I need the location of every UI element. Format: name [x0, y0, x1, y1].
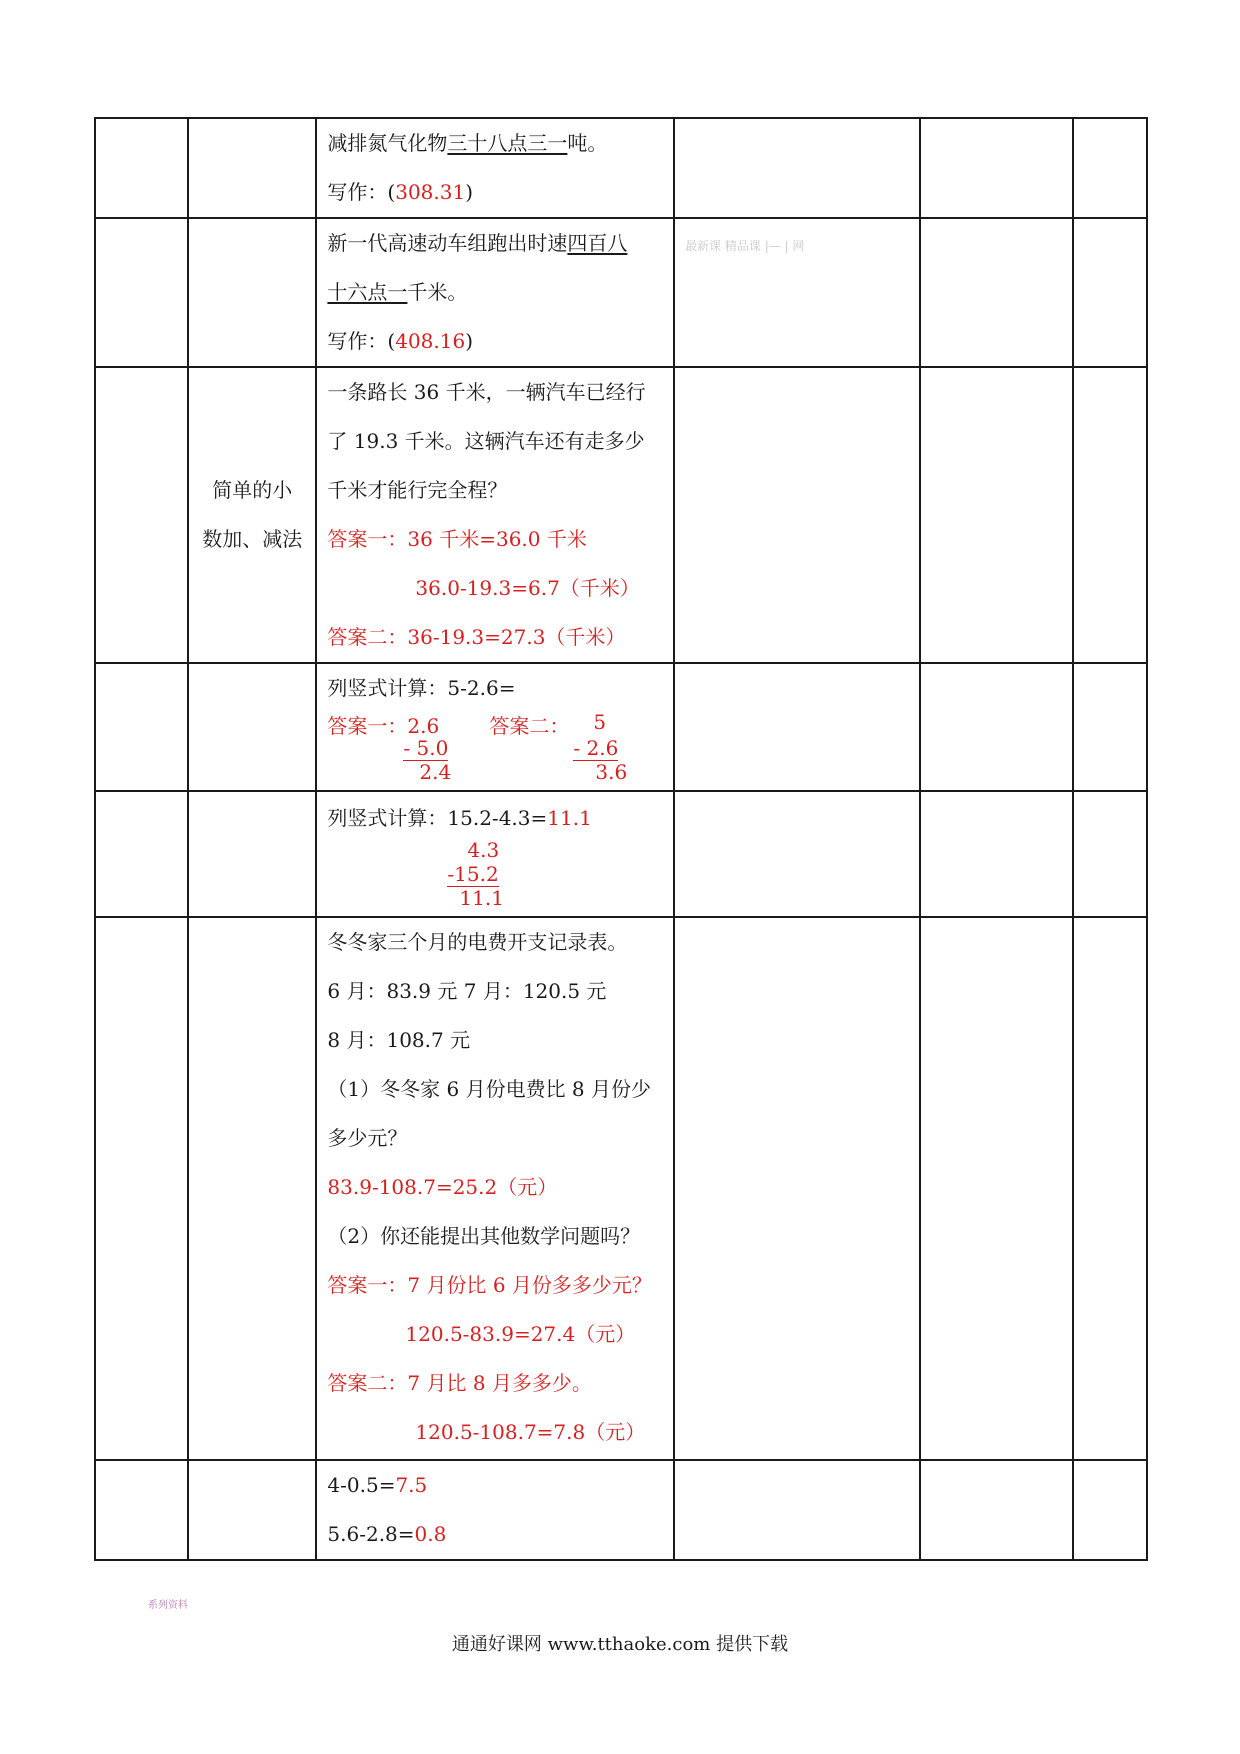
table-row: [95, 1460, 1147, 1560]
series-label: 系列资料: [148, 1600, 188, 1611]
text-line: 减排氮气化物三十八点三一吨。: [327, 131, 608, 155]
answer-line: 83.9-108.7=25.2（元）: [327, 1175, 558, 1199]
vertical-line: -15.2: [447, 862, 499, 886]
text-line: 写作：(408.16): [327, 329, 474, 353]
text-line: 了 19.3 千米。这辆汽车还有走多少: [327, 429, 645, 453]
vertical-result: 11.1: [459, 886, 504, 910]
lesson-table: [94, 117, 1148, 1561]
table-row: [95, 791, 1147, 917]
text-line: 一条路长 36 千米，一辆汽车已经行: [327, 380, 646, 404]
watermark-text: 最新课 精品课 |— | 网: [685, 239, 805, 253]
table-row: [95, 218, 1147, 367]
answer-line: 120.5-83.9=27.4（元）: [405, 1322, 636, 1346]
content-cell: [316, 917, 674, 1460]
table-row: [95, 118, 1147, 218]
answer-label: 答案二：: [489, 714, 570, 738]
text-line: 冬冬家三个月的电费开支记录表。: [327, 930, 628, 954]
category-label: 数加、减法: [202, 527, 303, 551]
answer-label: 答案一：2.6: [327, 714, 440, 738]
text-line: （1）冬冬家 6 月份电费比 8 月份少: [327, 1077, 652, 1101]
problem-title: 列竖式计算：15.2-4.3=11.1: [327, 806, 592, 830]
problem-title: 列竖式计算：5-2.6=: [327, 676, 516, 700]
vertical-line: - 2.6: [573, 736, 619, 760]
content-cell: [316, 1460, 674, 1560]
text-line: （2）你还能提出其他数学问题吗？: [327, 1224, 641, 1248]
answer-line: 答案一：36 千米=36.0 千米: [327, 527, 587, 551]
text-line: 千米才能行完全程？: [327, 478, 508, 502]
text-line: 5.6-2.8=0.8: [327, 1522, 447, 1546]
content-cell: [316, 791, 674, 917]
table-row: [95, 663, 1147, 791]
category-cell: [188, 367, 316, 663]
answer-line: 答案二：7 月比 8 月多多少。: [327, 1371, 592, 1395]
table-row: [95, 367, 1147, 663]
vertical-result: 2.4: [419, 760, 452, 784]
text-line: 写作：(308.31): [327, 180, 474, 204]
vertical-top: 4.3: [467, 838, 500, 862]
page-footer: 通通好课网 www.tthaoke.com 提供下载: [451, 1634, 789, 1655]
text-line: 6 月：83.9 元 7 月：120.5 元: [327, 979, 607, 1003]
answer-line: 答案一：7 月份比 6 月份多多少元？: [327, 1273, 652, 1297]
answer-line: 36.0-19.3=6.7（千米）: [415, 576, 640, 600]
vertical-line: - 5.0: [403, 736, 449, 760]
category-label: 简单的小: [212, 478, 293, 502]
vertical-top: 5: [593, 710, 607, 734]
text-line: 4-0.5=7.5: [327, 1473, 428, 1497]
text-line: 新一代高速动车组跑出时速四百八: [327, 231, 628, 255]
content-cell: [316, 663, 674, 791]
answer-line: 答案二：36-19.3=27.3（千米）: [327, 625, 626, 649]
vertical-result: 3.6: [595, 760, 628, 784]
text-line: 多少元？: [327, 1126, 408, 1150]
content-cell: [316, 118, 674, 218]
text-line: 8 月：108.7 元: [327, 1028, 471, 1052]
text-line: 十六点一千米。: [327, 280, 468, 304]
table-row: [95, 917, 1147, 1460]
answer-line: 120.5-108.7=7.8（元）: [415, 1420, 646, 1444]
content-cell: [316, 218, 674, 367]
content-cell: [316, 367, 674, 663]
